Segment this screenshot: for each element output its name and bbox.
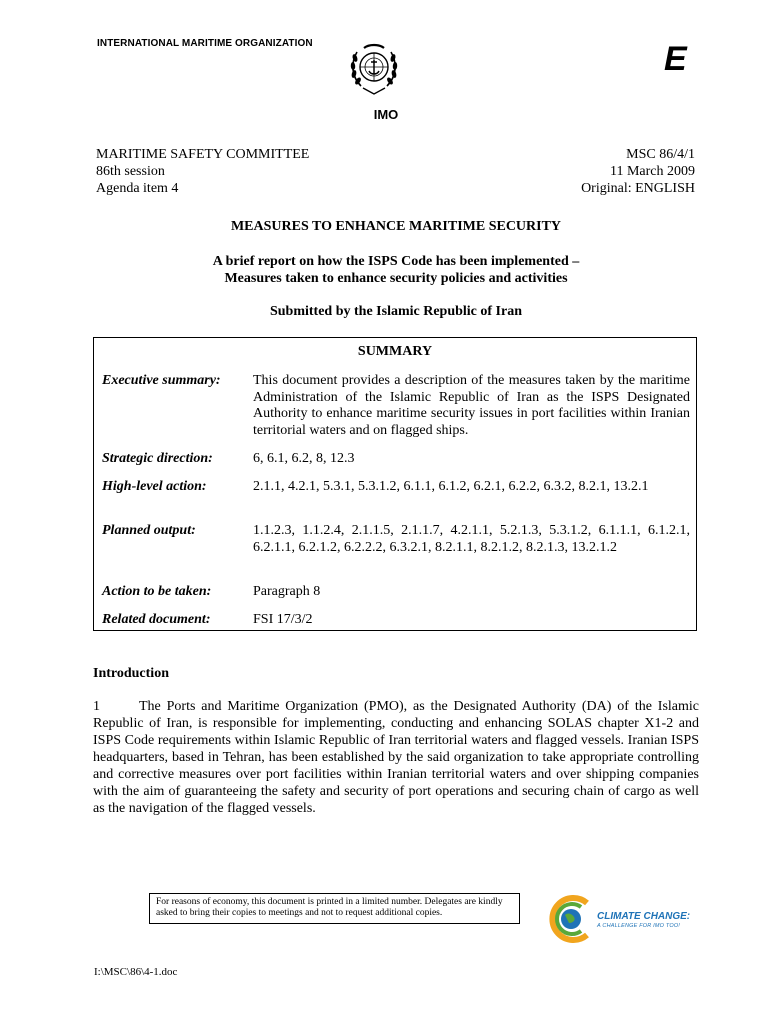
summary-value: FSI 17/3/2: [253, 612, 313, 627]
paragraph-text: The Ports and Maritime Organization (PMO), as the Designated Authority (DA) of the Islamic Republic of Iran, is responsible for implementing, conducting and enhancing SOLAS chapter X1-2 and ISPS Code requirements within Islamic Republic of Iran territorial waters and flagged vessels. Iranian ISPS headquarters, based in Tehran, has been established by the said organization to take appropriate controlling and corrective measures over port facilities within Iranian territorial waters and over shipping companies with the aim of guaranteeing the safety and security of port operations and securing chain of cargo as well as the navigation of the flagged vessels.: [93, 699, 699, 816]
imo-acronym: IMO: [373, 107, 399, 122]
summary-value: Paragraph 8: [253, 584, 321, 599]
summary-box: [93, 337, 697, 631]
agenda-item: Agenda item 4: [96, 181, 179, 196]
session: 86th session: [96, 164, 165, 179]
introduction-paragraph: [93, 698, 699, 817]
summary-value: 2.1.1, 4.2.1, 5.3.1, 5.3.1.2, 6.1.1, 6.1.2, 6.2.1, 6.2.2, 6.3.2, 8.2.1, 13.2.1: [253, 479, 649, 494]
summary-label: Related document:: [102, 612, 211, 627]
climate-globe-icon: [547, 893, 595, 945]
document-title: MEASURES TO ENHANCE MARITIME SECURITY: [230, 219, 562, 234]
organization-name: INTERNATIONAL MARITIME ORGANIZATION: [97, 38, 313, 49]
summary-label: Action to be taken:: [102, 584, 212, 599]
summary-label: High-level action:: [102, 479, 207, 494]
summary-label: Executive summary:: [102, 373, 221, 388]
language-code: E: [664, 40, 687, 78]
climate-logo-title: CLIMATE CHANGE:: [597, 911, 691, 922]
paragraph-number: 1: [93, 699, 100, 714]
committee-name: MARITIME SAFETY COMMITTEE: [96, 147, 310, 162]
document-date: 11 March 2009: [609, 164, 695, 179]
summary-value: 1.1.2.3, 1.1.2.4, 2.1.1.5, 2.1.1.7, 4.2.1.1, 5.2.1.3, 5.3.1.2, 6.1.1.1, 6.1.2.1, 6.2.1.1, 6.2.1.2, 6.2.2.2, 6.3.2.1, 8.2.1.1, 8.2.1.2, 8.2.1.3, 13.2.1.2: [253, 523, 690, 555]
summary-heading: SUMMARY: [357, 344, 433, 359]
summary-label: Strategic direction:: [102, 451, 213, 466]
header-left: [96, 146, 309, 197]
un-imo-emblem-icon: [347, 40, 401, 100]
summary-value: 6, 6.1, 6.2, 8, 12.3: [253, 451, 355, 466]
file-path-footer: I:\MSC\86\4-1.doc: [94, 966, 178, 978]
introduction-heading: Introduction: [93, 666, 169, 681]
submitted-by: Submitted by the Islamic Republic of Iran: [269, 304, 523, 319]
original-language: Original: ENGLISH: [581, 181, 695, 196]
summary-value: This document provides a description of the measures taken by the maritime Administration of the Islamic Republic of Iran as the ISPS Designated Authority to enhance maritime security issues in port facilities within Iranian territorial waters and on flagged ships.: [253, 373, 690, 438]
document-subtitle-line2: Measures taken to enhance security policies and activities: [224, 271, 568, 286]
header-right: [581, 146, 695, 197]
document-number: MSC 86/4/1: [626, 147, 695, 162]
document-subtitle-line1: A brief report on how the ISPS Code has been implemented –: [212, 254, 580, 269]
climate-change-logo: [547, 893, 707, 945]
economy-notice: For reasons of economy, this document is printed in a limited number. Delegates are kindly asked to bring their copies to meetings and not to request additional copies.: [149, 893, 520, 924]
summary-label: Planned output:: [102, 523, 196, 538]
climate-logo-tagline: A CHALLENGE FOR IMO TOO!: [597, 923, 681, 929]
